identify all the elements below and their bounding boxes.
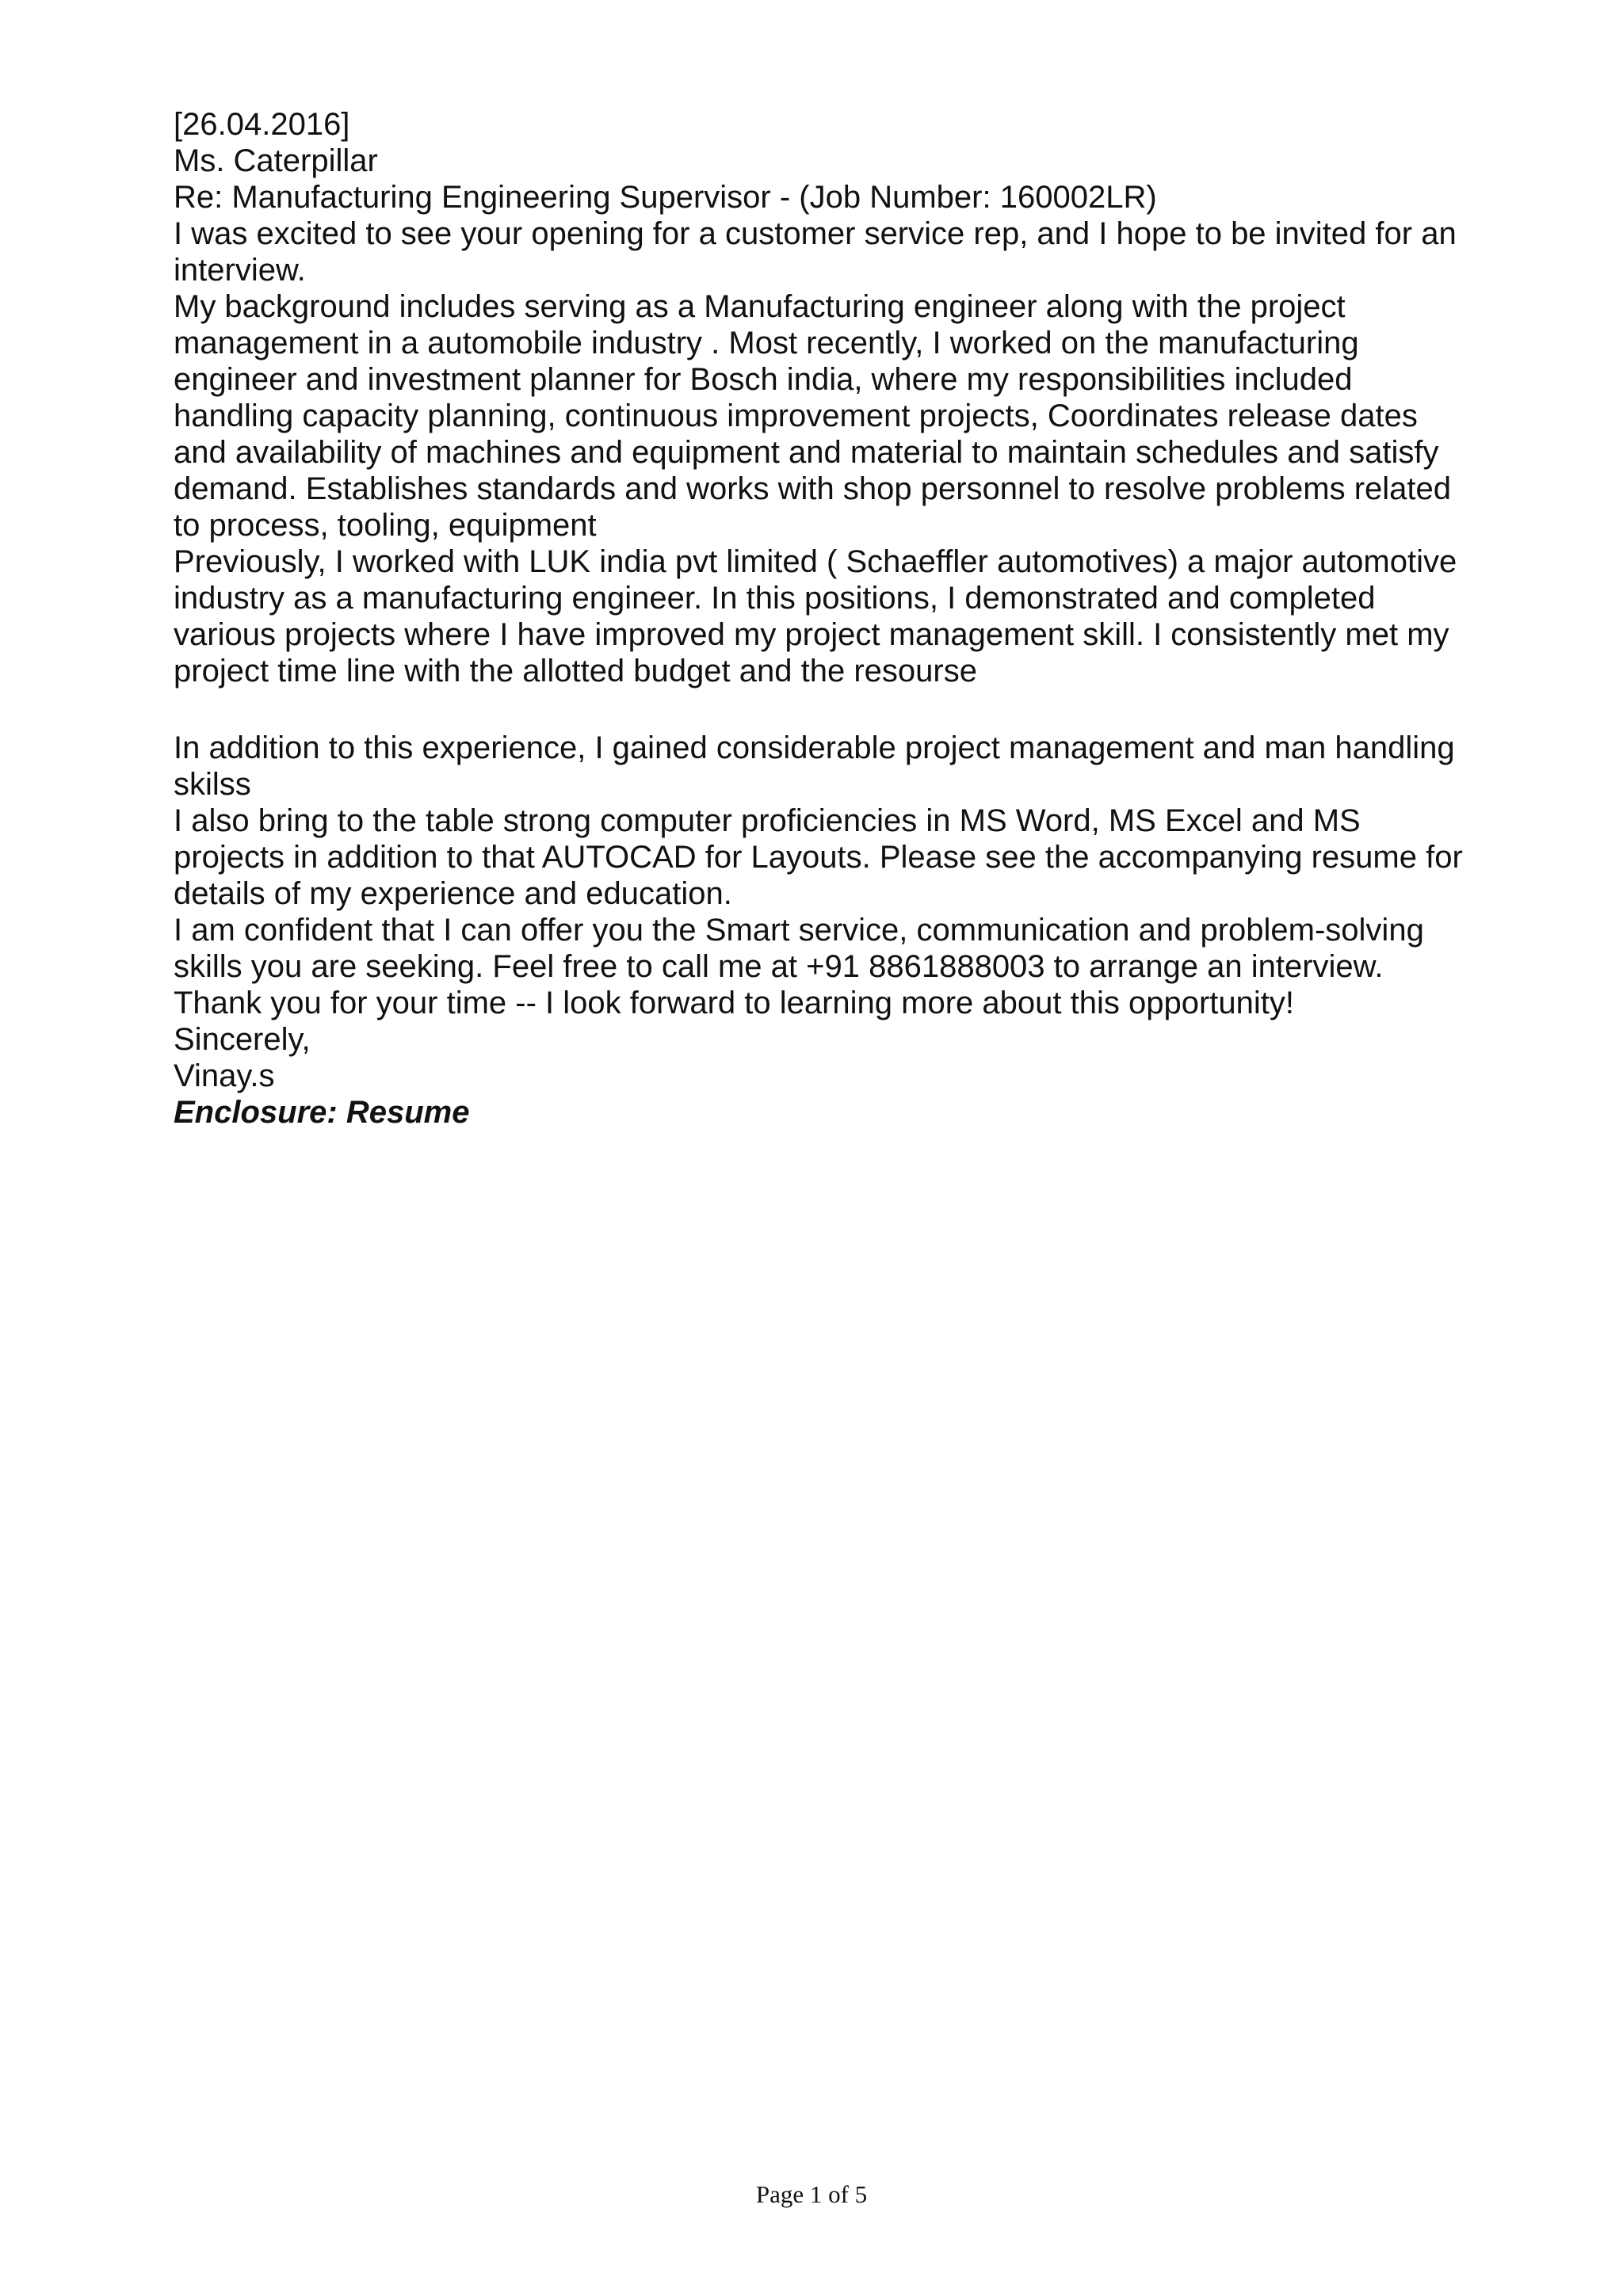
closing-salutation: Sincerely, — [174, 1022, 311, 1057]
paragraph-background: My background includes serving as a Manufacturing engineer along with the project management in a automobile industry . Most recently, I worked on the manufacturing engineer and investment planner for Bosch india, where my responsibilities included handling capacity planning, continuous improvement projects, Coordinates release dates and availability of machines and equipment and material to maintain schedules and satisfy demand. Establishes standards and works with shop personnel to resolve problems related to process, tooling, equipment — [174, 289, 1451, 543]
letter-body — [174, 106, 1473, 1131]
signature-name: Vinay.s — [174, 1058, 275, 1093]
paragraph-closing-statement: I am confident that I can offer you the Smart service, communication and problem-solving skills you are seeking. Feel free to call me at +91 8861888003 to arrange an interview. Thank you for your time -- I look forward to learning more about this opportunity! — [174, 913, 1424, 1020]
paragraph-opening: I was excited to see your opening for a customer service rep, and I hope to be invited for an interview. — [174, 216, 1457, 288]
letter-date: [26.04.2016] — [174, 107, 350, 142]
enclosure-note: Enclosure: Resume — [174, 1095, 470, 1130]
paragraph-additional-experience: In addition to this experience, I gained considerable project management and man handling skilss — [174, 730, 1455, 802]
paragraph-previous-role: Previously, I worked with LUK india pvt limited ( Schaeffler automotives) a major automotive industry as a manufacturing engineer. In this positions, I demonstrated and completed various projects where I have improved my project management skill. I consistently met my project time line with the allotted budget and the resourse — [174, 544, 1457, 688]
subject-line: Re: Manufacturing Engineering Supervisor - (Job Number: 160002LR) — [174, 180, 1157, 215]
paragraph-computer-skills: I also bring to the table strong computer proficiencies in MS Word, MS Excel and MS projects in addition to that AUTOCAD for Layouts. Please see the accompanying resume for details of my experience and education. — [174, 803, 1463, 911]
recipient-name: Ms. Caterpillar — [174, 143, 378, 178]
page-number-footer: Page 1 of 5 — [755, 2180, 868, 2208]
